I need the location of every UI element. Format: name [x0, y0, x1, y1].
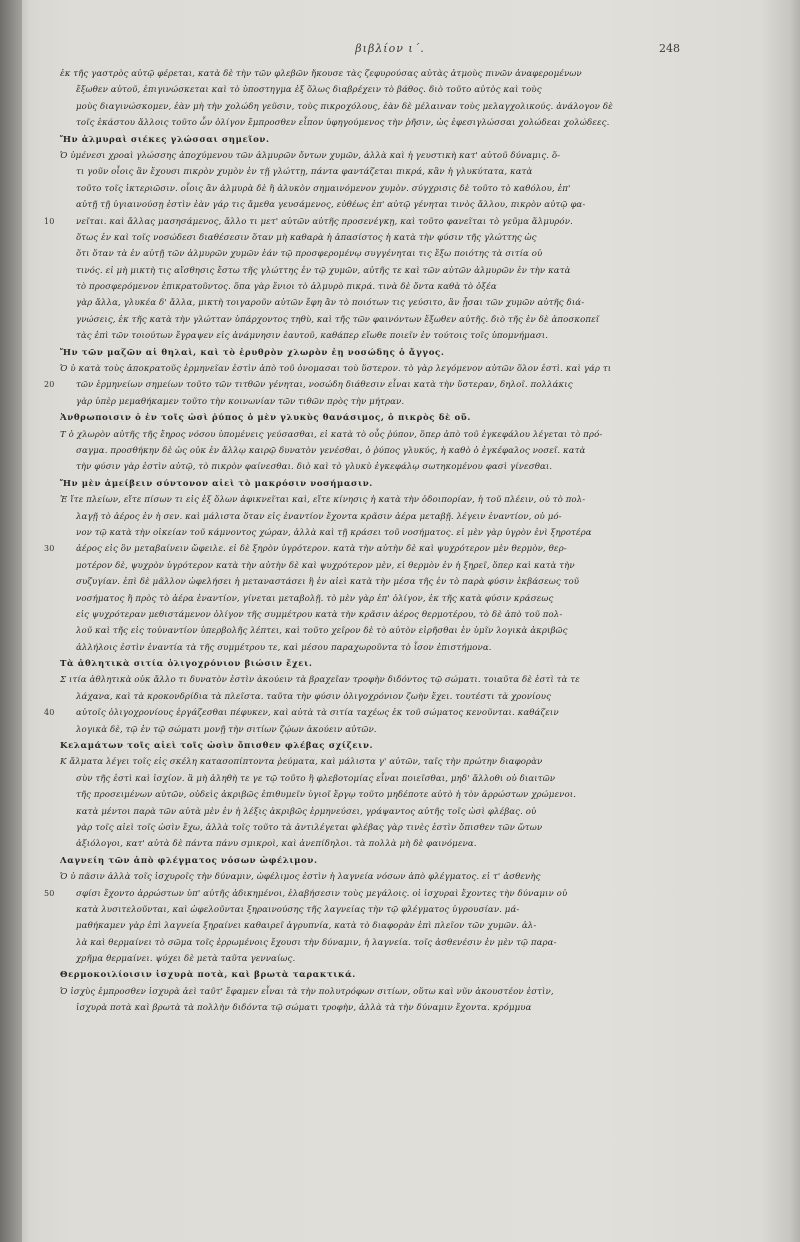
line-text: Τ ὁ χλωρὸν αὐτῆς τῆς ἔηρος νόσου ὑπομένεις γεύσασθαι, εἰ κατὰ τὸ οὖς ῥύπον, ὅπερ ἀπὸ τοῦ ἐγκεφάλου λέγεται τὸ πρό- [60, 429, 603, 440]
aphorism-lemma-line [60, 345, 556, 361]
text-line [44, 705, 572, 721]
line-text: λάχανα, καὶ τὰ κροκονδρίδια τὰ πλεῖστα. ταῦτα τὴν φύσιν ὀλιγοχρόνιον ζωὴν ἔχει. τουτέστι τὰ χρονίους [76, 691, 552, 702]
text-line [44, 377, 573, 393]
line-text: μαθήκαμεν γὰρ ἐπὶ λαγνεία ξηραίνει καθαιρεῖ ἀγρυπνία, κατὰ τὸ διαφορὰν ἐπὶ πλεῖον τῶν χυμῶν. ἁλ- [76, 921, 537, 932]
aphorism-lemma-line [60, 656, 556, 672]
text-line [60, 361, 612, 377]
page-header [60, 40, 772, 66]
text-line [60, 197, 586, 213]
line-text: Σ ιτία ἀθλητικὰ οὐκ ἄλλο τι δυνατὸν ἐστὶν ἀκούειν τὰ βραχεῖαν τροφὴν διδόντος τῷ σώματι. τοιαῦτα δὲ ἐστὶ τὰ τε [60, 675, 580, 686]
line-text: αὐτοῖς ὀλιγοχρονίους ἐργάζεσθαι πέφυκεν, καὶ αὐτὰ τὰ σιτία ταχέως ἐκ τοῦ σώματος κενοῦνται. καθάζειν [76, 708, 559, 719]
line-text: χρῆμα θερμαίνει. ψύχει δὲ μετὰ ταῦτα γενναίως. [76, 954, 296, 965]
line-text: Κ ἄλματα λέγει τοῖς εἰς σκέλη κατασοπίπτοντα ῥεύματα, καὶ μάλιστα γ' αὐτῶν, ταῖς τὴν πρώτην διαφορὰν [60, 757, 543, 768]
running-head: βιβλίον ι΄. [355, 42, 425, 55]
line-text: μοὺς διαγινώσκομεν, ἐὰν μὴ τὴν χολώδη γεῦσιν, τοὺς πικροχόλους, ἐὰν δὲ μέλαιναν τοὺς μελαγχολικούς. ἀνάλογον δὲ [76, 101, 613, 112]
line-text: συζυγίαν. ἐπὶ δὲ μᾶλλον ὠφελήσει ἡ μεταναστάσει ἢ ἐν αἰεὶ κατὰ τὴν μέσα τῆς ἐν τὸ παρὰ φύσιν ἐκβάσεως τοῦ [76, 577, 580, 588]
line-text: σαγμα. προσθήκην δὲ ὡς οὐκ ἐν ἄλλῳ καιρῷ δυνατὸν γενέσθαι, ὁ ῥύπος γλυκύς, ἡ καθὸ ὁ ἐγκέφαλος νοσεῖ. κατὰ [76, 445, 586, 456]
line-number: 30 [44, 544, 55, 554]
line-text: Ἀνθρωποισιν ὁ ἐν τοῖς ὠσὶ ῥύπος ὁ μὲν γλυκὺς θανάσιμος, ὁ πικρὸς δὲ οὔ. [60, 413, 471, 424]
aphorism-lemma-line [60, 853, 556, 869]
line-text: ὅτως ἐν καὶ τοῖς νοσώδεσι διαθέσεσιν ὅταν μὴ καθαρὰ ἡ ἀπασίστος ἡ κατὰ τὴν φύσιν τῆς γλώττης ὡς [76, 232, 537, 243]
text-line [60, 525, 592, 541]
text-line [60, 279, 572, 295]
text-line [60, 754, 556, 770]
line-text: λογικὰ δὲ, τῷ ἐν τῷ σώματι μονῇ τὴν σιτίων ζῴων ἀκούειν αὐτῶν. [76, 724, 377, 735]
text-line [44, 886, 572, 902]
line-text: γὰρ τοῖς αἰεὶ τοῖς ὠσὶν ἔχω, ἀλλὰ τοῖς τοῦτο τὰ ἀντιλέγεται φλέβας γὰρ τινὲς ἐστὶν ὄπισθεν τῶν ὤτων [76, 822, 543, 833]
line-text: Θερμοκοιλίοισιν ἰσχυρὰ ποτὰ, καὶ βρωτὰ ταρακτικά. [60, 970, 356, 981]
line-text: γὰρ ἄλλα, γλυκέα δ' ἄλλα, μικτὴ τοιγαροῦν αὐτῶν ἔφη ἂν τὸ ποιότων τις γεύσιτο, ἂν ᾖσαι τῶν χυμῶν αὐτῆς διά- [76, 298, 585, 309]
line-text: τοῦτο τοῖς ἰκτεριῶσιν. οἷοις ἂν ἁλμυρὰ δὲ ἢ ἁλυκὸν σημαινόμενον χυμὸν. σύγχρισις δὲ τοῦτο τὸ καθόλου, ἐπ' [76, 183, 571, 194]
text-line [60, 148, 561, 164]
line-number: 40 [44, 708, 55, 718]
line-text: ἀλλήλοις ἐστὶν ἐναντία τὰ τῆς συμμέτρου τε, καὶ μέσου παραχωροῦντα τὸ ἶσον ἐπιστήμονα. [76, 642, 492, 653]
line-text: ἰσχυρὰ ποτὰ καὶ βρωτὰ τὰ πολλὴν διδόντα τῷ σώματι τροφὴν, ἀλλὰ τὰ τὴν δύναμιν ἔχοντα. κρόμμυα [76, 1003, 532, 1014]
line-text: Ὁ ἰσχὺς ἐμπροσθεν ἰσχυρὰ ἀεὶ ταῦτ' ἔφαμεν εἶναι τὰ τὴν πολυτρόφων σιτίων, οὕτω καὶ νῦν ἀκουστέον ἐστὶν, [60, 986, 554, 997]
line-number: 50 [44, 888, 55, 898]
text-line [60, 230, 572, 246]
folio-number: 248 [659, 42, 680, 55]
text-line [60, 246, 572, 262]
line-text: κατὰ μέντοι παρὰ τῶν αὐτὰ μὲν ἐν ἡ λέξις ἀκριβῶς ἑρμηνεύσει, γράψαντος αὐτῆς τοῖς ὠσὶ φλέβας. οὐ [76, 806, 537, 817]
text-line [60, 869, 556, 885]
text-line [60, 115, 610, 131]
text-line [60, 263, 572, 279]
text-line [60, 492, 586, 508]
text-line [60, 951, 572, 967]
text-line [60, 82, 572, 98]
text-line [60, 99, 613, 115]
line-text: τι γοῦν οἷοις ἂν ἔχουσι πικρὸν χυμὸν ἐν τῇ γλώττῃ, πάντα φαντάζεται πικρά, κἂν ἡ γλυκύτατα, κατὰ [76, 167, 533, 178]
line-text: λαγῇ τὸ ἀέρος ἐν ἡ σεν. καὶ μάλιστα ὅταν εἰς ἐναντίον ἔχοντα κρᾶσιν ἀέρα μεταβῇ. λέγειν ἐναντίον, οὐ μό- [76, 511, 562, 522]
line-text: σφίσι ἔχοντο ἀρρώστων ὑπ' αὐτῆς ἀδικημένοι, ἐλαβήσεσιν τοὺς μεγάλοις. οἱ ἰσχυραὶ ἔχοντες τὴν δύναμιν οὐ [76, 888, 568, 899]
aphorism-lemma-line [60, 476, 556, 492]
text-line [60, 623, 572, 639]
aphorism-lemma-line [60, 132, 556, 148]
aphorism-lemma-line [60, 738, 556, 754]
line-text: Ὁ ὐ πᾶσιν ἀλλὰ τοῖς ἰσχυροῖς τὴν δύναμιν, ὠφέλιμος ἐστὶν ἡ λαγνεία νόσων ἀπὸ φλέγματος. εἰ τ' ἀσθενὴς [60, 872, 541, 883]
text-line [60, 787, 577, 803]
text-line [60, 66, 582, 82]
text-line [60, 164, 572, 180]
text-line [60, 312, 600, 328]
text-line [60, 459, 572, 475]
text-line [60, 984, 556, 1000]
line-text: τοῖς ἑκάστου ἄλλοις τοῦτο ὧν ὀλίγον ἔμπροσθεν εἶπον ὑφηγούμενος τὴν ῥῆσιν, ὡς ἐφεσιγλώσσαι χολώδεαι χολώδεες. [76, 118, 610, 129]
text-line [60, 607, 572, 623]
text-line [60, 902, 572, 918]
line-text: Ὁ ὑμένεσι χροαὶ γλώσσης ἀποχύμενου τῶν ἀλμυρῶν ὄντων χυμῶν, ἀλλὰ καὶ ἡ γευστικὴ κατ' αὐτοῦ δύναμις. ὅ- [60, 150, 561, 161]
line-text: λὰ καὶ θερμαίνει τὸ σῶμα τοῖς ἐρρωμένοις ἔχουσι τὴν δύναμιν, ἡ λαγνεία. τοῖς ἀσθενέσιν ἐν μὲν τῷ παρα- [76, 937, 557, 948]
book-page [44, 40, 772, 1210]
line-number: 20 [44, 380, 55, 390]
text-line [60, 1000, 572, 1016]
line-text: Ἐ ἴτε πλείων, εἴτε πίσων τι εἰς ἐξ ὅλων ἀφικνεῖται καὶ, εἴτε κίνησις ἡ κατὰ τὴν ὁδοιπορίαν, ἡ τοῦ πλέειν, οὐ τὸ πολ- [60, 495, 586, 506]
line-text: μοτέρον δὲ, ψυχρὸν ὑγρότερον κατὰ τὴν αὐτὴν δὲ καὶ ψυχρότερον μὲν, εἰ θερμὸν ἐν ἡ ξηρεῖ, ὅπερ καὶ κατὰ τὴν [76, 560, 575, 571]
aphorism-lemma-line [60, 410, 556, 426]
line-text: Τὰ ἀθλητικὰ σιτία ὀλιγοχρόνιον βιώσιν ἔχει. [60, 659, 313, 670]
line-text: τὴν φύσιν γὰρ ἐστὶν αὐτῷ, τὸ πικρὸν φαίνεσθαι. διὸ καὶ τὸ γλυκὺ ἐγκεφάλῳ σωτηκομένου φασὶ γίνεσθαι. [76, 462, 553, 473]
line-text: τὸ προσφερόμενον ἐπικρατοῦντος. ὅπα γὰρ ἔνιοι τὸ ἀλμυρὸ πικρά. τινὰ δὲ ὄντα καθὰ τὸ ὀξέα [76, 282, 497, 293]
line-text: κατὰ λυσιτελοῦνται, καὶ ὠφελοῦνται ξηραινούσης τῆς λαγνείας τὴν τῷ φλέγματος ὑγρουσίαν. μά- [76, 904, 520, 915]
text-line [60, 181, 572, 197]
line-text: τῆς προσειμένων αὐτῶν, οὐδεὶς ἀκριβῶς ἐπιθυμεῖν ὑγιοῖ ἔργῳ τοῦτο μηδέποτε αὐτὸ ἡ τὸν ἀρρώστων χρώμενοι. [76, 790, 577, 801]
line-text: αὐτῇ τῇ ὑγιαινούσῃ ἐστὶν ἐὰν γάρ τις ἄμεθα γευσάμενος, εὐθέως ἐπ' αὐτῷ γένηται τινὸς ἄλλου, πικρὸν αὐτῷ φα- [76, 200, 586, 211]
text-line [60, 689, 572, 705]
text-line [60, 804, 572, 820]
line-text: ἀξιόλογοι, κατ' αὐτὰ δὲ πάντα πάνυ σμικροὶ, καὶ ἀνεπίδηλοι. τὰ πολλὰ μὴ δὲ φαινόμενα. [76, 839, 477, 850]
line-text: γνώσεις, ἐκ τῆς κατὰ τὴν γλώτταν ὑπάρχοντος τηθὺ, καὶ τῆς τῶν φαινόντων ἔξωθεν αὐτῆς. διὸ τῆς ἐν δὲ ἀποσκοπεῖ [76, 314, 600, 325]
text-line [60, 722, 572, 738]
book-gutter-shadow [0, 0, 22, 1242]
line-text: τῶν ἑρμηνείων σημείων τοῦτο τῶν τιτθῶν γένηται, νοσώδη διάθεσιν εἶναι κατὰ τὴν ὕστεραν, δηλοῖ. πολλάκις [76, 380, 573, 391]
line-text: Ἤν ἁλμυραὶ σιέκες γλώσσαι σημεῖον. [60, 134, 270, 145]
text-line [60, 295, 585, 311]
line-text: Ἤν τῶν μαζῶν αἱ θηλαὶ, καὶ τὸ ἐρυθρὸν χλωρὸν ἐῃ νοσώδης ὁ ἄγγος. [60, 347, 445, 358]
line-text: τὰς ἐπὶ τῶν τοιούτων ἔγραψεν εἰς ἀνάμνησιν ἐαυτοῦ, καθάπερ εἴωθε ποιεῖν ἐν τούτοις τοῖς ὑπομνήμασι. [76, 331, 549, 342]
text-line [60, 427, 603, 443]
text-line [60, 443, 586, 459]
line-text: Ἤν μὲν ἀμείβειν σύντονον αἰεὶ τὸ μακρόσιν νοσήμασιν. [60, 478, 373, 489]
text-line [60, 328, 572, 344]
text-line [60, 509, 572, 525]
text-line [60, 640, 572, 656]
line-text: γὰρ ὑπὲρ μεμαθήκαμεν τοῦτο τὴν κοινωνίαν τῶν τιθῶν πρὸς τὴν μήτραν. [76, 396, 405, 407]
line-text: Ὁ ὑ κατὰ τοὺς ἀποκρατοῦς ἑρμηνεῖαν ἐστὶν ἀπὸ τοῦ ὀνομασαι τοὺ ὕστερον. τὸ γὰρ λεγόμενον αὐτῶν ὅλον ἐστὶ. καὶ γάρ τι [60, 364, 612, 375]
line-text: Λαγνείη τῶν ἀπὸ φλέγματος νόσων ὠφέλιμον. [60, 855, 318, 866]
line-text: Κελαμάτων τοῖς αἰεὶ τοῖς ὠσὶν ὄπισθεν φλέβας σχίζειν. [60, 741, 374, 752]
line-text: ἀέρος εἰς ὃν μεταβαίνειν ὤφειλε. εἰ δὲ ξηρὸν ὑγρότερον. κατὰ τὴν αὐτὴν δὲ καὶ ψυχρότερον μὲν θερμὸν, θερ- [76, 544, 567, 555]
line-text: εἰς ψυχρότεραν μεθιστάμενον ὀλίγον τῆς συμμέτρου κατὰ τὴν κρᾶσιν ἀέρος θερμοτέρου, τὸ δὲ ἀπὸ τοῦ πολ- [76, 609, 563, 620]
text-line [60, 935, 572, 951]
line-text: νοσήματος ἢ πρὸς τὸ ἀέρα ἐναντίον, γίνεται μεταβολῇ. τὸ μὲν γὰρ ἐπ' ὀλίγον, ἐκ τῆς κατὰ φύσιν κράσεως [76, 593, 554, 604]
line-text: λοῦ καὶ τῆς εἰς τοὐναντίον ὑπερβολῆς λέπτει, καὶ τοῦτο χεῖρον δὲ τὸ αὐτὸν εἰρῆσθαι ἐν ὑμῖν λογικὰ ἀκριβῶς [76, 626, 568, 637]
text-line [60, 591, 572, 607]
text-line [60, 558, 575, 574]
text-line [60, 771, 572, 787]
line-text: σὺν τῆς ἐστὶ καὶ ἰσχίον. ἃ μὴ ἀληθὴ τε γε τῷ τοῦτο ἢ φλεβοτομίας εἶναι ποιεῖσθαι, μηδ' ἄλλοθι οὐ διαιτῶν [76, 773, 556, 784]
text-line [60, 918, 572, 934]
text-line [60, 836, 572, 852]
text-line [44, 541, 572, 557]
line-text: νον τῷ κατὰ τὴν οἰκείαν τοῦ κάμνοντος χώραν, ἀλλὰ καὶ τῇ κράσει τοῦ νοσήματος. εἰ μὲν γὰρ ὑγρὸν ἐνὶ ξηροτέρα [76, 527, 592, 538]
text-line [60, 394, 572, 410]
line-text: νεῖται. καὶ ἄλλας μασησάμενος, ἄλλο τι μετ' αὐτῶν αὐτῆς προσενέγκῃ, καὶ τοῦτο φανεῖται τὸ γεῦμα ἅλμυρόν. [76, 216, 573, 227]
line-number: 10 [44, 216, 55, 226]
aphorism-lemma-line [60, 967, 556, 983]
line-text: ἐκ τῆς γαστρὸς αὐτῷ φέρεται, κατὰ δὲ τὴν τῶν φλεβῶν ἤκουσε τὰς ζεφυρούσας αὐτὰς ἀτμοὺς πινῶν ἀναφερομένων [60, 69, 582, 79]
text-line [44, 214, 573, 230]
text-line [60, 574, 580, 590]
greek-text-body [44, 66, 772, 1017]
text-line [60, 672, 580, 688]
line-text: ὅτι ὅταν τὰ ἐν αὐτῇ τῶν ἀλμυρῶν χυμῶν ἐάν τῷ προσφερομένῳ συγγένηται τις ἔξω ποιότης τὰ σιτία οὐ [76, 249, 543, 260]
line-text: τινός. εἰ μὴ μικτὴ τις αἴσθησις ἔστω τῆς γλώττης ἐν τῷ χυμῶν, αὐτῆς τε καὶ τῶν αὐτῶν ἀλμυρῶν ἐν τὴν κατὰ [76, 265, 571, 276]
text-line [60, 820, 572, 836]
line-text: ἔξωθεν αὐτοῦ, ἐπιγινώσκεται καὶ τὸ ὑποστηγμα ἐξ ὅλως διαβρέχειν τὸ βάθος. διὸ τοῦτο αὐτὸς καὶ τοὺς [76, 85, 542, 96]
